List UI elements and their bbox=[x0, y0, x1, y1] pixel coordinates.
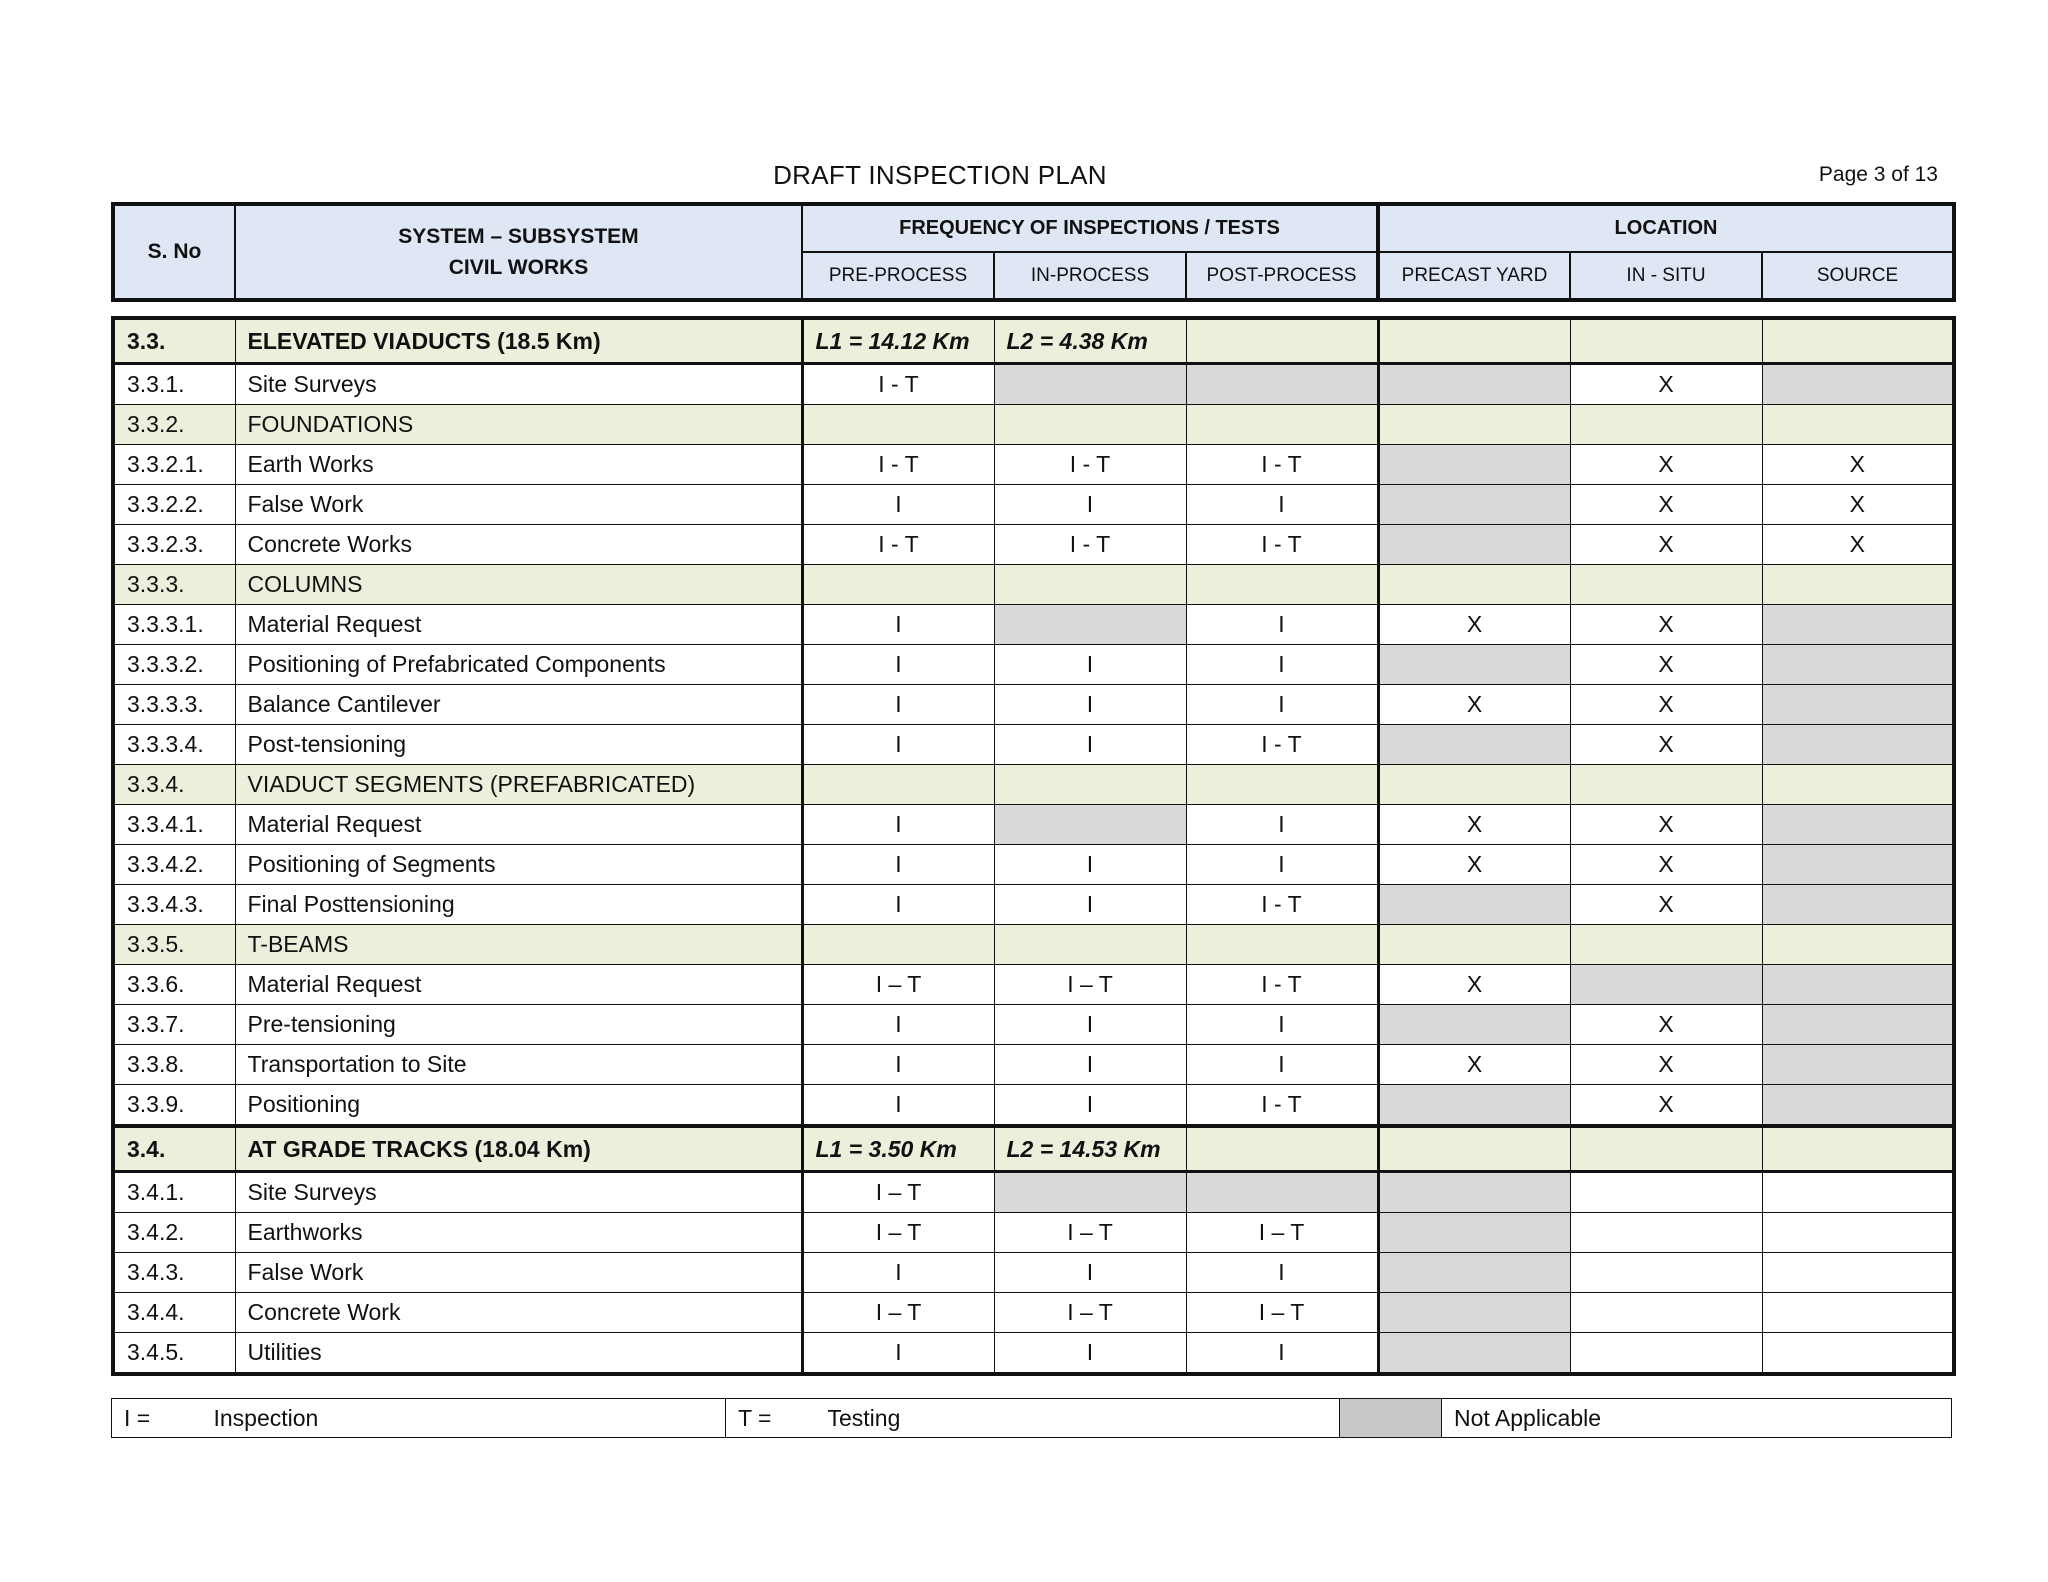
row-cell: I bbox=[1186, 805, 1378, 845]
row-sno: 3.4. bbox=[113, 1126, 235, 1172]
row-cell: X bbox=[1570, 845, 1762, 885]
row-cell: I bbox=[802, 725, 994, 765]
row-cell: X bbox=[1570, 805, 1762, 845]
row-cell bbox=[1378, 925, 1570, 965]
row-sno: 3.3.2.3. bbox=[113, 525, 235, 565]
row-sno: 3.3.2.1. bbox=[113, 445, 235, 485]
header-location-group: LOCATION bbox=[1378, 204, 1954, 252]
row-cell bbox=[1762, 565, 1954, 605]
row-cell bbox=[1570, 1213, 1762, 1253]
row-cell bbox=[1762, 318, 1954, 364]
row-cell bbox=[1378, 405, 1570, 445]
row-cell bbox=[994, 765, 1186, 805]
header-col-in-process: IN-PROCESS bbox=[994, 252, 1186, 300]
row-cell: I – T bbox=[994, 1293, 1186, 1333]
not-applicable-cell bbox=[1378, 1253, 1570, 1293]
legend-t-label: Testing bbox=[828, 1399, 1340, 1438]
row-cell: X bbox=[1762, 525, 1954, 565]
row-sno: 3.4.1. bbox=[113, 1172, 235, 1213]
table-row bbox=[113, 1045, 1954, 1085]
row-name: Concrete Works bbox=[235, 525, 802, 565]
header-col-precast-yard: PRECAST YARD bbox=[1378, 252, 1570, 300]
row-cell: I bbox=[1186, 685, 1378, 725]
not-applicable-cell bbox=[1378, 1213, 1570, 1253]
row-sno: 3.3.3.2. bbox=[113, 645, 235, 685]
row-cell bbox=[1570, 925, 1762, 965]
header-sno: S. No bbox=[113, 204, 235, 300]
row-name: Material Request bbox=[235, 965, 802, 1005]
row-name: Site Surveys bbox=[235, 364, 802, 405]
row-cell: X bbox=[1570, 885, 1762, 925]
row-cell: X bbox=[1378, 1045, 1570, 1085]
row-cell bbox=[1570, 1333, 1762, 1375]
row-sno: 3.3.3. bbox=[113, 565, 235, 605]
not-applicable-cell bbox=[1378, 725, 1570, 765]
row-cell bbox=[1762, 1253, 1954, 1293]
legend-i-label: Inspection bbox=[214, 1399, 726, 1438]
row-cell bbox=[994, 925, 1186, 965]
row-sno: 3.3.9. bbox=[113, 1085, 235, 1127]
not-applicable-cell bbox=[994, 805, 1186, 845]
not-applicable-cell bbox=[1378, 645, 1570, 685]
row-sno: 3.3.7. bbox=[113, 1005, 235, 1045]
row-cell: X bbox=[1762, 445, 1954, 485]
not-applicable-cell bbox=[994, 364, 1186, 405]
row-cell: I bbox=[1186, 845, 1378, 885]
row-cell: I bbox=[802, 805, 994, 845]
row-cell: I - T bbox=[1186, 445, 1378, 485]
not-applicable-cell bbox=[1570, 965, 1762, 1005]
row-cell bbox=[1570, 1253, 1762, 1293]
page-number: Page 3 of 13 bbox=[1818, 163, 1938, 186]
not-applicable-cell bbox=[1762, 805, 1954, 845]
row-cell: X bbox=[1378, 685, 1570, 725]
row-cell: I - T bbox=[994, 445, 1186, 485]
row-name: False Work bbox=[235, 1253, 802, 1293]
header-system-line1: SYSTEM – SUBSYSTEM bbox=[398, 225, 639, 248]
row-cell bbox=[1762, 1293, 1954, 1333]
not-applicable-cell bbox=[1762, 1045, 1954, 1085]
row-cell: X bbox=[1570, 485, 1762, 525]
row-cell bbox=[1762, 1213, 1954, 1253]
row-cell bbox=[1762, 1126, 1954, 1172]
not-applicable-cell bbox=[1378, 525, 1570, 565]
table-row bbox=[113, 885, 1954, 925]
table-row bbox=[113, 1005, 1954, 1045]
not-applicable-cell bbox=[1378, 1172, 1570, 1213]
row-name: Earthworks bbox=[235, 1213, 802, 1253]
row-cell: I bbox=[802, 1333, 994, 1375]
row-length-l2: L2 = 4.38 Km bbox=[994, 318, 1186, 364]
table-row bbox=[113, 1172, 1954, 1213]
legend-na-label: Not Applicable bbox=[1442, 1399, 1952, 1438]
row-cell: I – T bbox=[802, 965, 994, 1005]
row-cell bbox=[1762, 1172, 1954, 1213]
row-cell: I bbox=[1186, 1253, 1378, 1293]
row-cell bbox=[1186, 565, 1378, 605]
header-system bbox=[235, 204, 802, 300]
row-cell: I bbox=[1186, 1005, 1378, 1045]
row-cell bbox=[1570, 1126, 1762, 1172]
row-cell: X bbox=[1570, 725, 1762, 765]
header-col-source: SOURCE bbox=[1762, 252, 1954, 300]
table-row bbox=[113, 725, 1954, 765]
row-cell: X bbox=[1570, 445, 1762, 485]
row-cell: I - T bbox=[1186, 885, 1378, 925]
not-applicable-cell bbox=[1762, 845, 1954, 885]
row-name: Transportation to Site bbox=[235, 1045, 802, 1085]
row-cell: X bbox=[1570, 605, 1762, 645]
row-cell bbox=[1378, 565, 1570, 605]
row-cell: X bbox=[1570, 525, 1762, 565]
row-cell: I - T bbox=[802, 445, 994, 485]
row-cell: X bbox=[1570, 685, 1762, 725]
row-name: Positioning bbox=[235, 1085, 802, 1127]
row-cell: X bbox=[1570, 1085, 1762, 1127]
table-row bbox=[113, 1253, 1954, 1293]
not-applicable-cell bbox=[1186, 364, 1378, 405]
row-cell: I bbox=[802, 1253, 994, 1293]
not-applicable-cell bbox=[1378, 485, 1570, 525]
row-sno: 3.3.2.2. bbox=[113, 485, 235, 525]
not-applicable-cell bbox=[1378, 1293, 1570, 1333]
not-applicable-cell bbox=[1762, 725, 1954, 765]
row-cell: I bbox=[1186, 1333, 1378, 1375]
row-name: Material Request bbox=[235, 605, 802, 645]
row-cell: I – T bbox=[994, 965, 1186, 1005]
row-cell: I bbox=[802, 645, 994, 685]
table-row bbox=[113, 805, 1954, 845]
row-cell: I bbox=[994, 1253, 1186, 1293]
row-cell bbox=[1570, 765, 1762, 805]
header-col-in-situ: IN - SITU bbox=[1570, 252, 1762, 300]
row-cell: I bbox=[1186, 485, 1378, 525]
row-cell bbox=[1186, 1126, 1378, 1172]
row-cell bbox=[1570, 565, 1762, 605]
row-cell bbox=[802, 765, 994, 805]
row-cell: X bbox=[1378, 805, 1570, 845]
row-cell: I - T bbox=[1186, 725, 1378, 765]
table-row bbox=[113, 965, 1954, 1005]
not-applicable-cell bbox=[1378, 1085, 1570, 1127]
row-name: Concrete Work bbox=[235, 1293, 802, 1333]
row-cell: I bbox=[994, 685, 1186, 725]
row-name: FOUNDATIONS bbox=[235, 405, 802, 445]
row-cell: I – T bbox=[802, 1213, 994, 1253]
not-applicable-cell bbox=[1762, 685, 1954, 725]
row-cell: I bbox=[802, 845, 994, 885]
row-name: ELEVATED VIADUCTS (18.5 Km) bbox=[235, 318, 802, 364]
row-length-l1: L1 = 3.50 Km bbox=[802, 1126, 994, 1172]
row-cell bbox=[1762, 1333, 1954, 1375]
document-title: DRAFT INSPECTION PLAN bbox=[773, 160, 1107, 190]
table-row bbox=[113, 605, 1954, 645]
row-sno: 3.3.4.1. bbox=[113, 805, 235, 845]
row-cell: X bbox=[1570, 645, 1762, 685]
row-cell: X bbox=[1762, 485, 1954, 525]
row-name: Final Posttensioning bbox=[235, 885, 802, 925]
table-row bbox=[113, 1085, 1954, 1127]
row-cell: I – T bbox=[994, 1213, 1186, 1253]
row-sno: 3.4.4. bbox=[113, 1293, 235, 1333]
row-cell bbox=[1378, 1126, 1570, 1172]
not-applicable-cell bbox=[1186, 1172, 1378, 1213]
row-cell: I - T bbox=[1186, 525, 1378, 565]
row-sno: 3.3.4. bbox=[113, 765, 235, 805]
row-cell bbox=[1762, 765, 1954, 805]
row-cell: I bbox=[994, 885, 1186, 925]
row-length-l2: L2 = 14.53 Km bbox=[994, 1126, 1186, 1172]
row-sno: 3.3.5. bbox=[113, 925, 235, 965]
not-applicable-cell bbox=[1378, 445, 1570, 485]
table-row bbox=[113, 445, 1954, 485]
row-name: AT GRADE TRACKS (18.04 Km) bbox=[235, 1126, 802, 1172]
row-cell: I – T bbox=[802, 1172, 994, 1213]
row-sno: 3.3.4.2. bbox=[113, 845, 235, 885]
legend-na-swatch bbox=[1340, 1399, 1442, 1438]
header-frequency-group: FREQUENCY OF INSPECTIONS / TESTS bbox=[802, 204, 1378, 252]
row-cell: I - T bbox=[1186, 965, 1378, 1005]
table-row bbox=[113, 845, 1954, 885]
row-sno: 3.3. bbox=[113, 318, 235, 364]
row-cell bbox=[1186, 765, 1378, 805]
not-applicable-cell bbox=[994, 1172, 1186, 1213]
row-sno: 3.3.3.4. bbox=[113, 725, 235, 765]
header-system-line2: CIVIL WORKS bbox=[448, 256, 589, 279]
legend bbox=[111, 1398, 1952, 1438]
row-cell: I bbox=[994, 1085, 1186, 1127]
section-row bbox=[113, 925, 1954, 965]
not-applicable-cell bbox=[1762, 645, 1954, 685]
row-cell: I bbox=[802, 1085, 994, 1127]
not-applicable-cell bbox=[1762, 364, 1954, 405]
table-row bbox=[113, 485, 1954, 525]
table-row bbox=[113, 525, 1954, 565]
row-cell bbox=[1570, 1293, 1762, 1333]
row-cell: I bbox=[994, 845, 1186, 885]
row-cell: I - T bbox=[994, 525, 1186, 565]
row-sno: 3.3.6. bbox=[113, 965, 235, 1005]
row-cell: I - T bbox=[802, 364, 994, 405]
row-cell: I bbox=[802, 1005, 994, 1045]
not-applicable-cell bbox=[994, 605, 1186, 645]
row-cell: X bbox=[1378, 605, 1570, 645]
row-sno: 3.4.3. bbox=[113, 1253, 235, 1293]
row-cell: X bbox=[1570, 1005, 1762, 1045]
row-length-l1: L1 = 14.12 Km bbox=[802, 318, 994, 364]
row-cell bbox=[802, 565, 994, 605]
legend-t-key: T = bbox=[726, 1399, 828, 1438]
not-applicable-cell bbox=[1762, 1005, 1954, 1045]
row-cell bbox=[994, 405, 1186, 445]
row-cell bbox=[1378, 765, 1570, 805]
row-cell: I bbox=[994, 725, 1186, 765]
row-sno: 3.3.8. bbox=[113, 1045, 235, 1085]
table-header bbox=[111, 202, 1956, 302]
table-row bbox=[113, 1333, 1954, 1375]
row-cell bbox=[1186, 405, 1378, 445]
not-applicable-cell bbox=[1762, 605, 1954, 645]
row-cell: I bbox=[1186, 1045, 1378, 1085]
row-cell: I - T bbox=[1186, 1085, 1378, 1127]
row-name: COLUMNS bbox=[235, 565, 802, 605]
not-applicable-cell bbox=[1378, 885, 1570, 925]
not-applicable-cell bbox=[1378, 1333, 1570, 1375]
row-name: Site Surveys bbox=[235, 1172, 802, 1213]
row-name: Pre-tensioning bbox=[235, 1005, 802, 1045]
row-cell bbox=[802, 925, 994, 965]
row-name: Positioning of Segments bbox=[235, 845, 802, 885]
row-name: T-BEAMS bbox=[235, 925, 802, 965]
row-cell: I bbox=[1186, 645, 1378, 685]
row-cell: I bbox=[994, 1333, 1186, 1375]
row-cell bbox=[1186, 925, 1378, 965]
major-section-row bbox=[113, 318, 1954, 364]
row-name: Balance Cantilever bbox=[235, 685, 802, 725]
row-cell: X bbox=[1378, 845, 1570, 885]
row-sno: 3.3.3.1. bbox=[113, 605, 235, 645]
table-row bbox=[113, 645, 1954, 685]
major-section-row bbox=[113, 1126, 1954, 1172]
row-cell: I - T bbox=[802, 525, 994, 565]
table-row bbox=[113, 1293, 1954, 1333]
row-cell: I bbox=[802, 605, 994, 645]
row-cell bbox=[1762, 925, 1954, 965]
row-cell: I bbox=[802, 685, 994, 725]
row-cell bbox=[1186, 318, 1378, 364]
row-name: Positioning of Prefabricated Components bbox=[235, 645, 802, 685]
header-col-post-process: POST-PROCESS bbox=[1186, 252, 1378, 300]
row-name: Material Request bbox=[235, 805, 802, 845]
row-cell bbox=[1378, 318, 1570, 364]
section-row bbox=[113, 405, 1954, 445]
section-row bbox=[113, 565, 1954, 605]
row-cell: I bbox=[994, 1045, 1186, 1085]
row-name: VIADUCT SEGMENTS (PREFABRICATED) bbox=[235, 765, 802, 805]
row-sno: 3.3.1. bbox=[113, 364, 235, 405]
row-name: Earth Works bbox=[235, 445, 802, 485]
legend-i-key: I = bbox=[112, 1399, 214, 1438]
row-cell: X bbox=[1378, 965, 1570, 1005]
not-applicable-cell bbox=[1378, 1005, 1570, 1045]
row-cell bbox=[1570, 1172, 1762, 1213]
row-cell: I bbox=[802, 485, 994, 525]
row-cell: I bbox=[1186, 605, 1378, 645]
table-row bbox=[113, 1213, 1954, 1253]
row-sno: 3.4.2. bbox=[113, 1213, 235, 1253]
not-applicable-cell bbox=[1762, 1085, 1954, 1127]
not-applicable-cell bbox=[1762, 965, 1954, 1005]
row-name: Utilities bbox=[235, 1333, 802, 1375]
row-cell: I bbox=[802, 1045, 994, 1085]
row-cell bbox=[802, 405, 994, 445]
row-cell: I bbox=[994, 645, 1186, 685]
not-applicable-cell bbox=[1378, 364, 1570, 405]
row-sno: 3.3.3.3. bbox=[113, 685, 235, 725]
row-cell: I – T bbox=[1186, 1293, 1378, 1333]
header-col-pre-process: PRE-PROCESS bbox=[802, 252, 994, 300]
row-name: Post-tensioning bbox=[235, 725, 802, 765]
row-cell: I bbox=[802, 885, 994, 925]
row-cell: X bbox=[1570, 364, 1762, 405]
row-cell: I – T bbox=[1186, 1213, 1378, 1253]
row-cell: I bbox=[994, 1005, 1186, 1045]
not-applicable-cell bbox=[1762, 885, 1954, 925]
row-sno: 3.4.5. bbox=[113, 1333, 235, 1375]
row-cell bbox=[1570, 405, 1762, 445]
row-cell bbox=[1570, 318, 1762, 364]
row-cell bbox=[1762, 405, 1954, 445]
row-sno: 3.3.2. bbox=[113, 405, 235, 445]
row-cell bbox=[994, 565, 1186, 605]
inspection-table bbox=[111, 316, 1956, 1376]
row-sno: 3.3.4.3. bbox=[113, 885, 235, 925]
table-row bbox=[113, 685, 1954, 725]
section-row bbox=[113, 765, 1954, 805]
row-name: False Work bbox=[235, 485, 802, 525]
row-cell: I – T bbox=[802, 1293, 994, 1333]
row-cell: I bbox=[994, 485, 1186, 525]
row-cell: X bbox=[1570, 1045, 1762, 1085]
table-row bbox=[113, 364, 1954, 405]
